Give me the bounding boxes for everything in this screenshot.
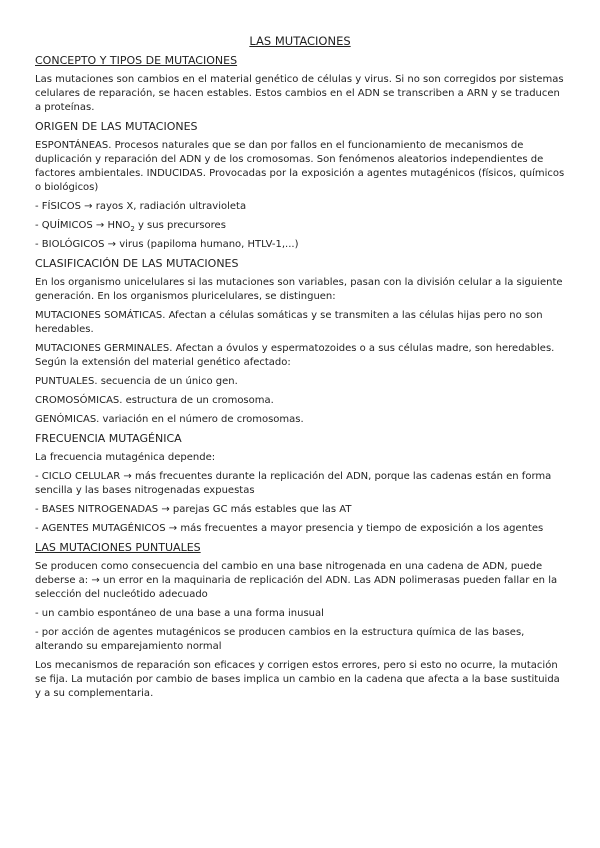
list-item: - FÍSICOS → rayos X, radiación ultravioleta [35,201,247,212]
list-item: - AGENTES MUTAGÉNICOS → más frecuentes a mayor presencia y tiempo de exposición a los agentes [35,523,544,534]
section-heading-concepto: CONCEPTO Y TIPOS DE MUTACIONES [35,54,238,67]
section-heading-frecuencia: FRECUENCIA MUTAGÉNICA [35,432,182,445]
section-heading-origen: ORIGEN DE LAS MUTACIONES [35,120,198,133]
list-item: - CICLO CELULAR → más frecuentes durante la replicación del ADN, porque las cadenas están en forma sencilla y las bases nitrogenadas expuestas [35,471,552,496]
list-item-text: - QUÍMICOS → HNO [35,220,131,231]
paragraph: Se producen como consecuencia del cambio en una base nitrogenada en una cadena de ADN, puede deberse a: → un error en la maquinaria de replicación del ADN. Las ADN polimerasas pueden fallar en la selección del nucleótido adecuado [35,561,558,600]
paragraph: La frecuencia mutagénica depende: [35,452,216,463]
paragraph: CROMOSÓMICAS. estructura de un cromosoma. [35,395,274,406]
list-item: - por acción de agentes mutagénicos se producen cambios en la estructura química de las bases, alterando su emparejamiento normal [35,627,525,652]
list-item: - un cambio espontáneo de una base a una forma inusual [35,608,324,619]
section-heading-puntuales: LAS MUTACIONES PUNTUALES [35,541,201,554]
paragraph: MUTACIONES GERMINALES. Afectan a óvulos y espermatozoides o a sus células madre, son heredables. Según la extensión del material genético afectado: [35,343,555,368]
paragraph: Los mecanismos de reparación son eficaces y corrigen estos errores, pero si esto no ocurre, la mutación se fija. La mutación por cambio de bases implica un cambio en la cadena que afecta a la base sustituida y a su complementaria. [35,660,560,699]
paragraph: ESPONTÁNEAS. Procesos naturales que se dan por fallos en el funcionamiento de mecanismos de duplicación y reparación del ADN y de los cromosomas. Son fenómenos aleatorios independientes de factores ambientales. INDUCIDAS. Provocadas por la exposición a agentes mutagénicos (físicos, químicos o biológicos) [35,140,565,193]
list-item-text: y sus precursores [134,220,226,231]
list-item: - BASES NITROGENADAS → parejas GC más estables que las AT [35,504,352,515]
list-item: - BIOLÓGICOS → virus (papiloma humano, HTLV-1,...) [35,239,299,250]
paragraph: PUNTUALES. secuencia de un único gen. [35,376,238,387]
paragraph: Las mutaciones son cambios en el material genético de células y virus. Si no son corregidos por sistemas celulares de reparación, se hacen estables. Estos cambios en el ADN se transcriben a ARN y se traducen a proteínas. [35,74,564,113]
document-page [35,34,565,706]
document-title: LAS MUTACIONES [249,34,351,48]
paragraph: MUTACIONES SOMÁTICAS. Afectan a células somáticas y se transmiten a las células hijas pero no son heredables. [35,310,543,335]
subscript: 2 [130,225,135,233]
section-heading-clasificacion: CLASIFICACIÓN DE LAS MUTACIONES [35,257,239,270]
list-item [35,219,565,233]
paragraph: En los organismo unicelulares si las mutaciones son variables, pasan con la división celular a la siguiente generación. En los organismos pluricelulares, se distinguen: [35,277,563,302]
paragraph: GENÓMICAS. variación en el número de cromosomas. [35,414,304,425]
